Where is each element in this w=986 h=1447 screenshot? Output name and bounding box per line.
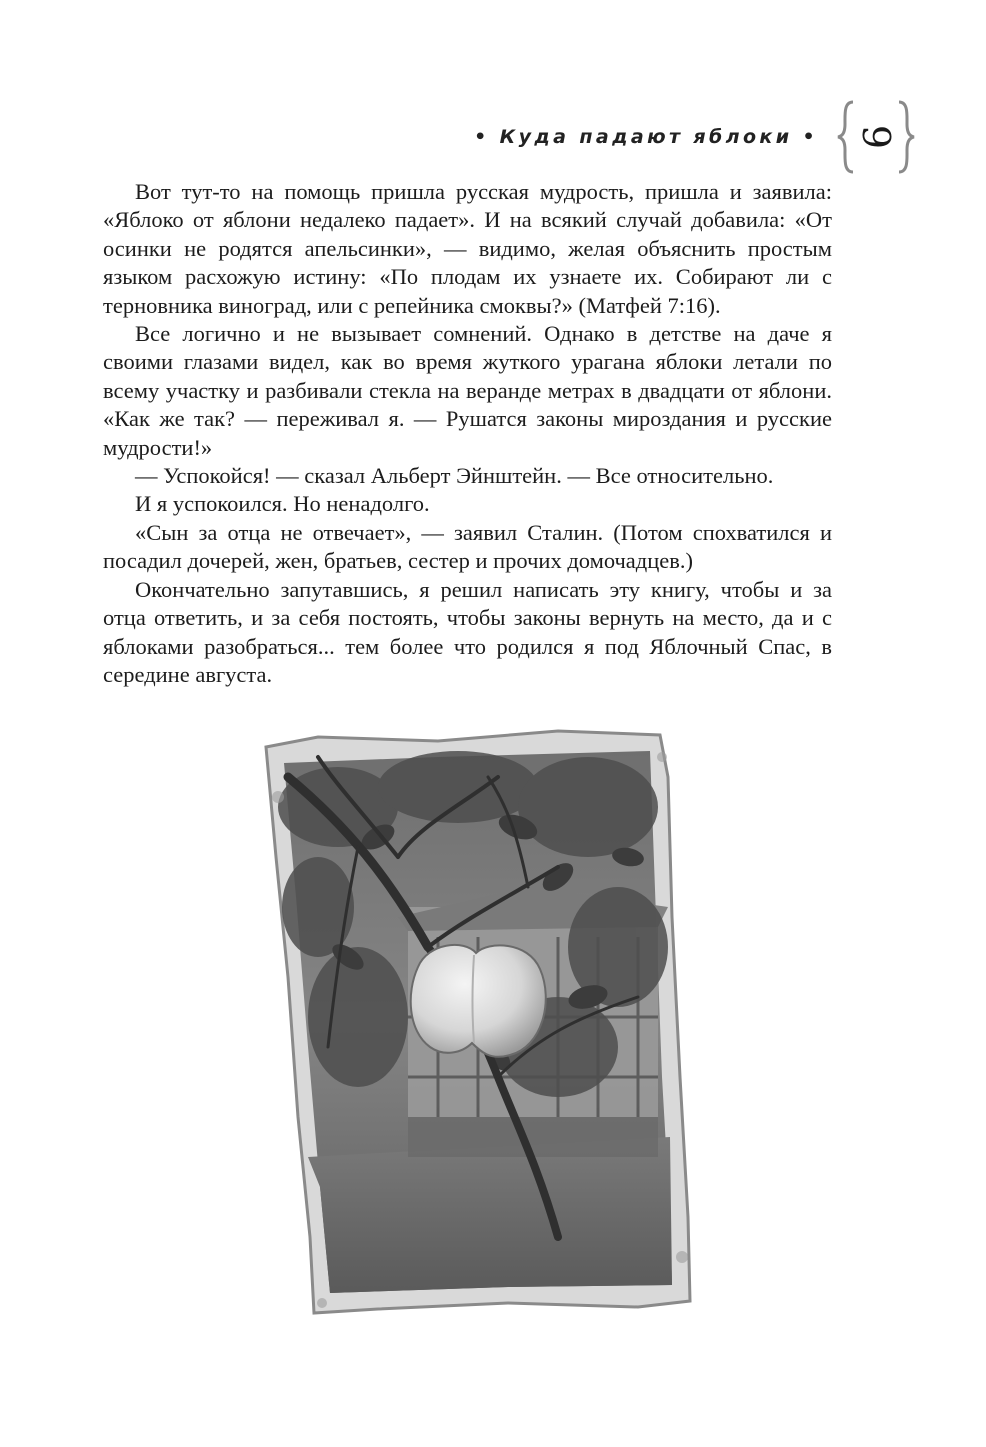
- paragraph: И я успокоился. Но ненадолго.: [135, 491, 430, 517]
- body-text: [103, 178, 832, 689]
- running-title: • Куда падают яблоки •: [474, 126, 818, 148]
- paragraph: «Сын за отца не отвечает», — заявил Сталин. (Потом спохватился и посадил дочерей, жен, братьев, сестер и прочих домочадцев.): [103, 519, 832, 574]
- paragraph: Окончательно запутавшись, я решил написать эту книгу, чтобы и за отца ответить, и за себя постоять, чтобы законы вернуть на место, да и с яблоками разобраться... тем более что родился я под Яблочный Спас, в середине августа.: [103, 576, 832, 687]
- paragraph: Все логично и не вызывает сомнений. Однако в детстве на даче я своими глазами видел, как во время жуткого урагана яблоки летали по всему участку и разбивали стекла на веранде метрах в двадцати от яблони. «Как же так? — переживал я. — Рушатся законы мироздания и русские мудрости!»: [103, 321, 832, 460]
- photo-illustration: [258, 717, 696, 1315]
- ground: [308, 1137, 672, 1293]
- paragraph: — Успокойся! — сказал Альберт Эйнштейн. — Все относительно.: [135, 463, 774, 489]
- page-number-box: [836, 98, 916, 176]
- apple-tree-photo: [258, 717, 696, 1315]
- apple-icon: [411, 945, 546, 1057]
- paragraph: Вот тут-то на помощь пришла русская мудрость, пришла и заявила: «Яблоко от яблони недалеко падает». И на всякий случай добавила: «От осинки не родятся апельсинки», — видимо, желая объяснить простым языком расхожую истину: «По плодам их узнаете их. Собирают ли с терновника виноград, или с репейника смоквы?» (Матфей 7:16).: [103, 179, 832, 318]
- page-number: 9: [854, 124, 898, 150]
